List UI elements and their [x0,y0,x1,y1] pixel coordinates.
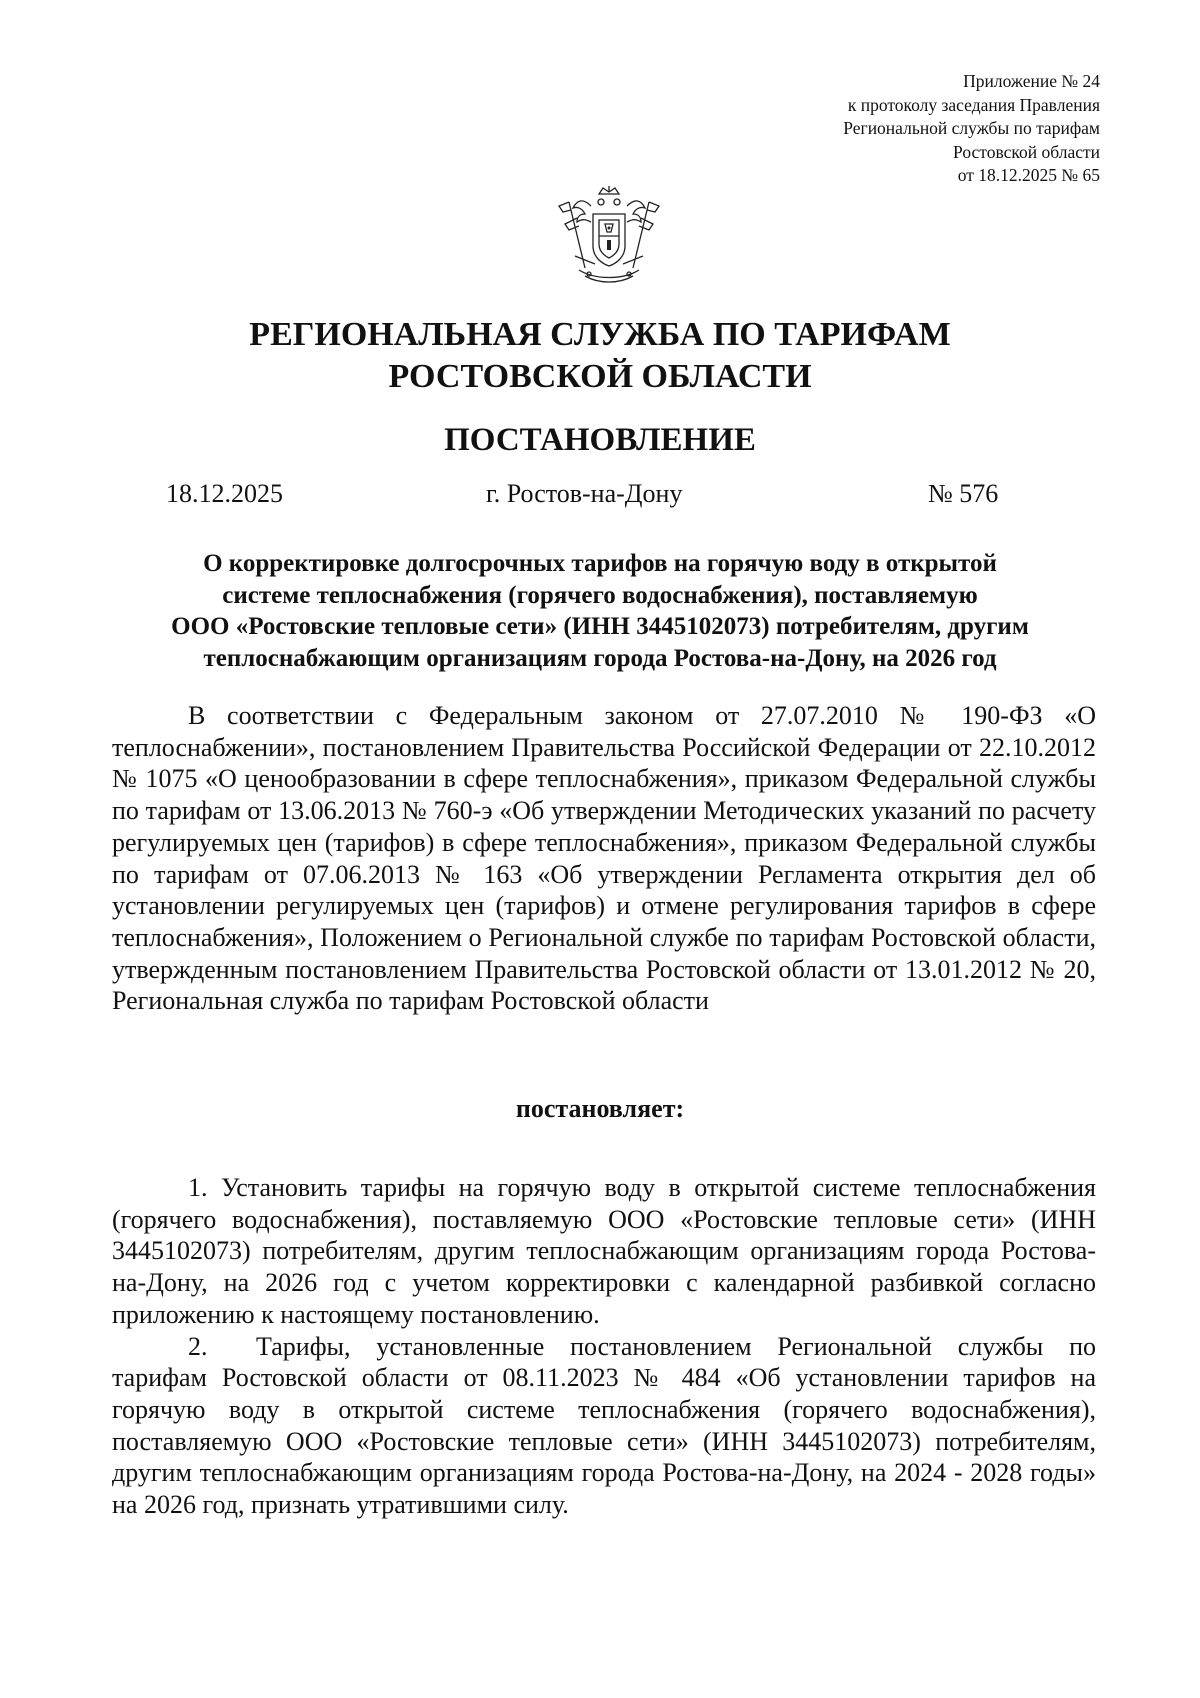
coat-of-arms-icon [555,184,663,288]
organization-title [120,314,1080,398]
item-number: 2. [188,1331,208,1361]
document-type: ПОСТАНОВЛЕНИЕ [444,422,756,458]
subject-line: О корректировке долгосрочных тарифов на горячую воду в открытой [203,550,997,577]
subject-line: теплоснабжающим организациям города Ростова-на-Дону, на 2026 год [203,644,997,672]
annex-line: к протоколу заседания Правления [847,94,1100,115]
resolution-item-1: 1. Установить тарифы на горячую воду в открытой системе теплоснабжения (горячего водоснабжения), поставляемую ООО «Ростовские тепловые сети» (ИНН 3445102073) потребителям, другим теплоснабжающим организациям города Ростова-на-Дону, на 2026 год с учетом корректировки с календарной разбивкой согласно приложению к настоящему постановлению. [112,1173,1096,1329]
preamble-block [112,700,1096,1017]
document-date: 18.12.2025 [166,479,283,508]
document-number: № 576 [928,479,999,508]
annex-line: Ростовской области [953,141,1100,162]
subject-line: ООО «Ростовские тепловые сети» (ИНН 3445102073) потребителям, другим [171,613,1029,640]
document-city: г. Ростов-на-Дону [486,479,683,508]
annex-line: Приложение № 24 [963,71,1100,91]
subject-line: системе теплоснабжения (горячего водоснабжения), поставляемую [222,581,978,609]
annex-reference [680,70,1100,188]
document-subject [120,548,1080,674]
organization-title-line: РЕГИОНАЛЬНАЯ СЛУЖБА ПО ТАРИФАМ [249,316,951,353]
item-text: Тарифы, установленные постановлением Региональной службы по тарифам Ростовской области от 08.11.2023 № 484 «Об установлении тарифов на горячую воду в открытой системе теплоснабжения (горячего водоснабжения), поставляемую ООО «Ростовские тепловые сети» (ИНН 3445102073) потребителям, другим теплоснабжающим организациям города Ростова-на-Дону, на 2024 - 2028 годы» на 2026 год, признать утратившими силу. [112,1331,1096,1520]
resolution-item-2 [112,1331,1096,1521]
organization-title-line: РОСТОВСКОЙ ОБЛАСТИ [388,358,812,395]
preamble-paragraph: В соответствии с Федеральным законом от 27.07.2010 № 190-ФЗ «О теплоснабжении», постановлением Правительства Российской Федерации от 22.10.2012 № 1075 «О ценообразовании в сфере теплоснабжения», приказом Федеральной службы по тарифам от 13.06.2013 № 760-э «Об утверждении Методических указаний по расчету регулируемых цен (тарифов) в сфере теплоснабжения», приказом Федеральной службы по тарифам от 07.06.2013 № 163 «Об утверждении Регламента открытия дел об установлении регулируемых цен (тарифов) и отмене регулирования тарифов в сфере теплоснабжения», Положением о Региональной службе по тарифам Ростовской области, утвержденным постановлением Правительства Ростовской области от 13.01.2012 № 20, Региональная служба по тарифам Ростовской области [112,701,1096,1016]
annex-line: Региональной службы по тарифам [843,118,1100,138]
resolution-items [112,1172,1096,1521]
annex-line: от 18.12.2025 № 65 [957,165,1100,185]
resolve-heading: постановляет: [515,1094,685,1123]
